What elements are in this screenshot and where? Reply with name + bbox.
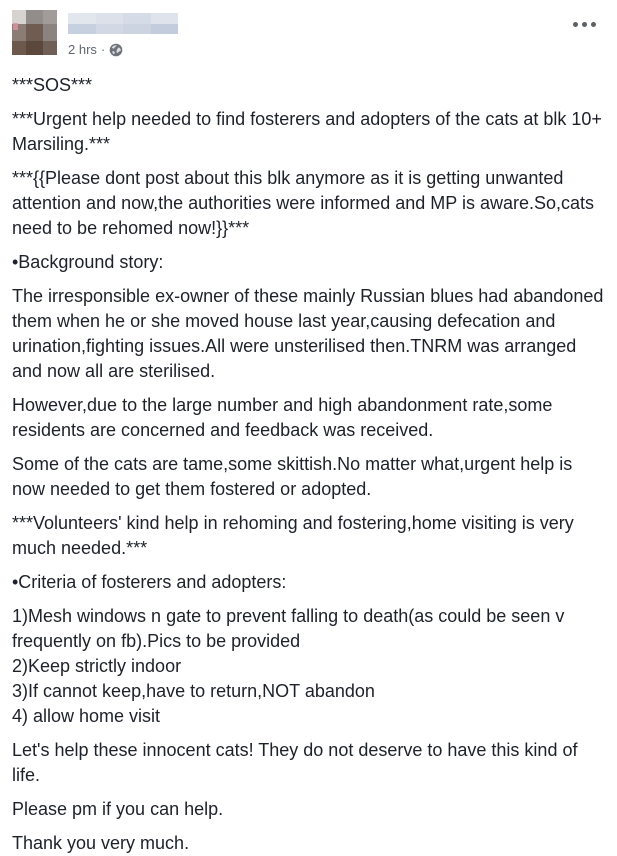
post-meta (68, 42, 178, 57)
post-paragraph-pm: Please pm if you can help. (12, 799, 224, 819)
criteria-item-2: 2)Keep strictly indoor (12, 656, 182, 676)
dot-icon (573, 22, 578, 27)
avatar[interactable] (12, 10, 57, 55)
post-paragraph-criteria-list (12, 604, 605, 729)
globe-icon (109, 43, 123, 57)
post-paragraph-appeal: Let's help these innocent cats! They do not deserve to have this kind of life. (12, 740, 578, 785)
post-paragraph-cats-temperament: Some of the cats are tame,some skittish.No matter what,urgent help is now needed to get them fostered or adopted. (12, 454, 573, 499)
criteria-item-3: 3)If cannot keep,have to return,NOT abandon (12, 681, 375, 701)
post-body (12, 73, 605, 856)
post-paragraph-background-heading: •Background story: (12, 252, 164, 272)
post-header (12, 10, 605, 62)
post-paragraph-thanks: Thank you very much. (12, 833, 190, 853)
post-paragraph-background-story: The irresponsible ex-owner of these mainly Russian blues had abandoned them when he or she moved house last year,causing defecation and urination,fighting issues.All were unsterilised then.TNRM was arranged and now all are sterilised. (12, 286, 604, 381)
post-header-info (68, 10, 178, 57)
post-paragraph-sos: ***SOS*** (12, 75, 93, 95)
dot-icon (591, 22, 596, 27)
post-paragraph-notice: ***{{Please dont post about this blk anymore as it is getting unwanted attention and now,the authorities were informed and MP is aware.So,cats need to be rehomed now!}}*** (12, 168, 595, 238)
more-options-button[interactable] (569, 16, 600, 33)
dot-icon (582, 22, 587, 27)
post-paragraph-volunteers: ***Volunteers' kind help in rehoming and fostering,home visiting is very much needed.*** (12, 513, 574, 558)
post-paragraph-residents-feedback: However,due to the large number and high abandonment rate,some residents are concerned and feedback was received. (12, 395, 553, 440)
meta-separator: · (100, 42, 106, 57)
timestamp-link[interactable]: 2 hrs (68, 42, 97, 57)
post-paragraph-urgent-help: ***Urgent help needed to find fosterers and adopters of the cats at blk 10+ Marsiling.*** (12, 109, 602, 154)
post-paragraph-criteria-heading: •Criteria of fosterers and adopters: (12, 572, 287, 592)
criteria-item-1: 1)Mesh windows n gate to prevent falling to death(as could be seen v frequently on fb).Pics to be provided (12, 606, 565, 651)
criteria-item-4: 4) allow home visit (12, 706, 161, 726)
author-name-redacted[interactable] (68, 13, 178, 34)
